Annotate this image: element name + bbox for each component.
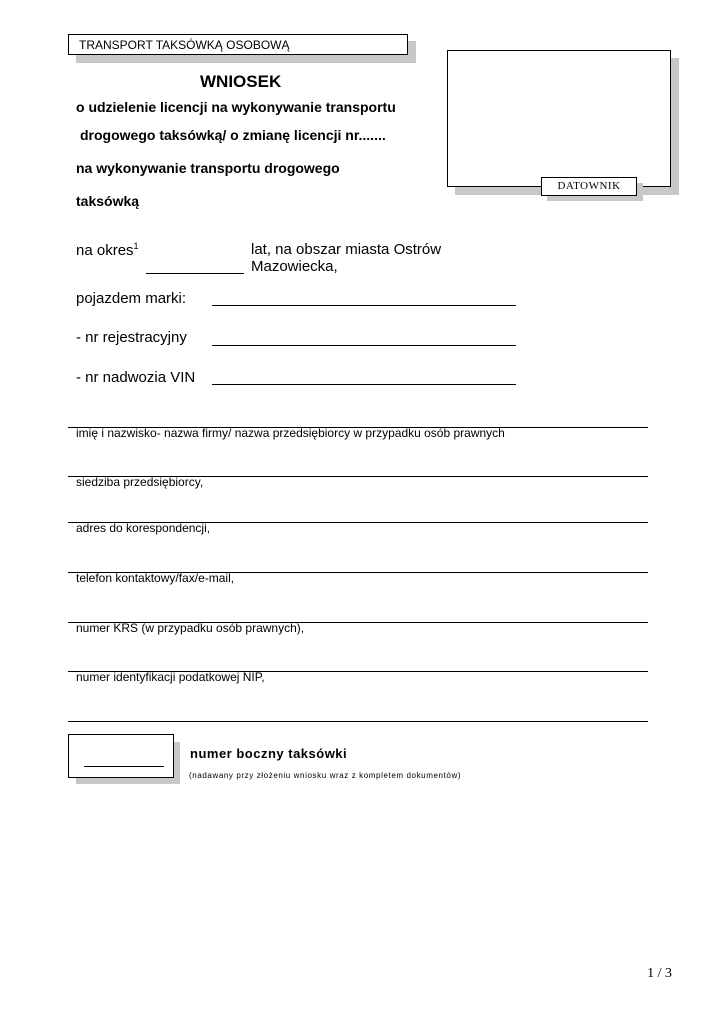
field-label-nip: numer identyfikacji podatkowej NIP, bbox=[76, 670, 265, 684]
subtitle-line-4: taksówką bbox=[76, 193, 140, 209]
header-box bbox=[68, 34, 408, 55]
registration-label: - nr rejestracyjny bbox=[76, 329, 187, 346]
period-label-text: na okres bbox=[76, 242, 134, 259]
page-number: 1 / 3 bbox=[647, 966, 672, 981]
field-line-nip-value[interactable] bbox=[68, 721, 648, 722]
period-input-line[interactable] bbox=[146, 273, 244, 274]
vehicle-brand-input-line[interactable] bbox=[212, 305, 516, 306]
registration-input-line[interactable] bbox=[212, 345, 516, 346]
footnote-marker: 1 bbox=[133, 241, 139, 251]
field-label-krs: numer KRS (w przypadku osób prawnych), bbox=[76, 621, 305, 635]
period-label bbox=[76, 241, 139, 259]
subtitle-line-1: o udzielenie licencji na wykonywanie transportu bbox=[76, 99, 396, 115]
document-title: WNIOSEK bbox=[200, 72, 282, 91]
subtitle-line-2: drogowego taksówką/ o zmianę licencji nr....... bbox=[80, 127, 386, 143]
side-number-note: (nadawany przy złożeniu wniosku wraz z kompletem dokumentów) bbox=[189, 771, 462, 780]
field-label-phone: telefon kontaktowy/fax/e-mail, bbox=[76, 571, 235, 585]
side-number-input-line[interactable] bbox=[84, 766, 164, 767]
vin-label: - nr nadwozia VIN bbox=[76, 369, 196, 386]
datownik-box bbox=[447, 50, 671, 187]
period-suffix-line-1: lat, na obszar miasta Ostrów bbox=[251, 241, 442, 258]
header-label: TRANSPORT TAKSÓWKĄ OSOBOWĄ bbox=[79, 38, 290, 52]
datownik-label: DATOWNIK bbox=[541, 177, 637, 196]
field-label-address: adres do korespondencji, bbox=[76, 521, 211, 535]
subtitle-line-3: na wykonywanie transportu drogowego bbox=[76, 160, 340, 176]
field-label-name: imię i nazwisko- nazwa firmy/ nazwa przedsiębiorcy w przypadku osób prawnych bbox=[76, 426, 505, 440]
vin-input-line[interactable] bbox=[212, 384, 516, 385]
field-label-seat: siedziba przedsiębiorcy, bbox=[76, 475, 204, 489]
side-number-label: numer boczny taksówki bbox=[190, 746, 348, 761]
side-number-box bbox=[68, 734, 174, 778]
vehicle-brand-label: pojazdem marki: bbox=[76, 290, 187, 307]
period-suffix-line-2: Mazowiecka, bbox=[251, 258, 338, 275]
